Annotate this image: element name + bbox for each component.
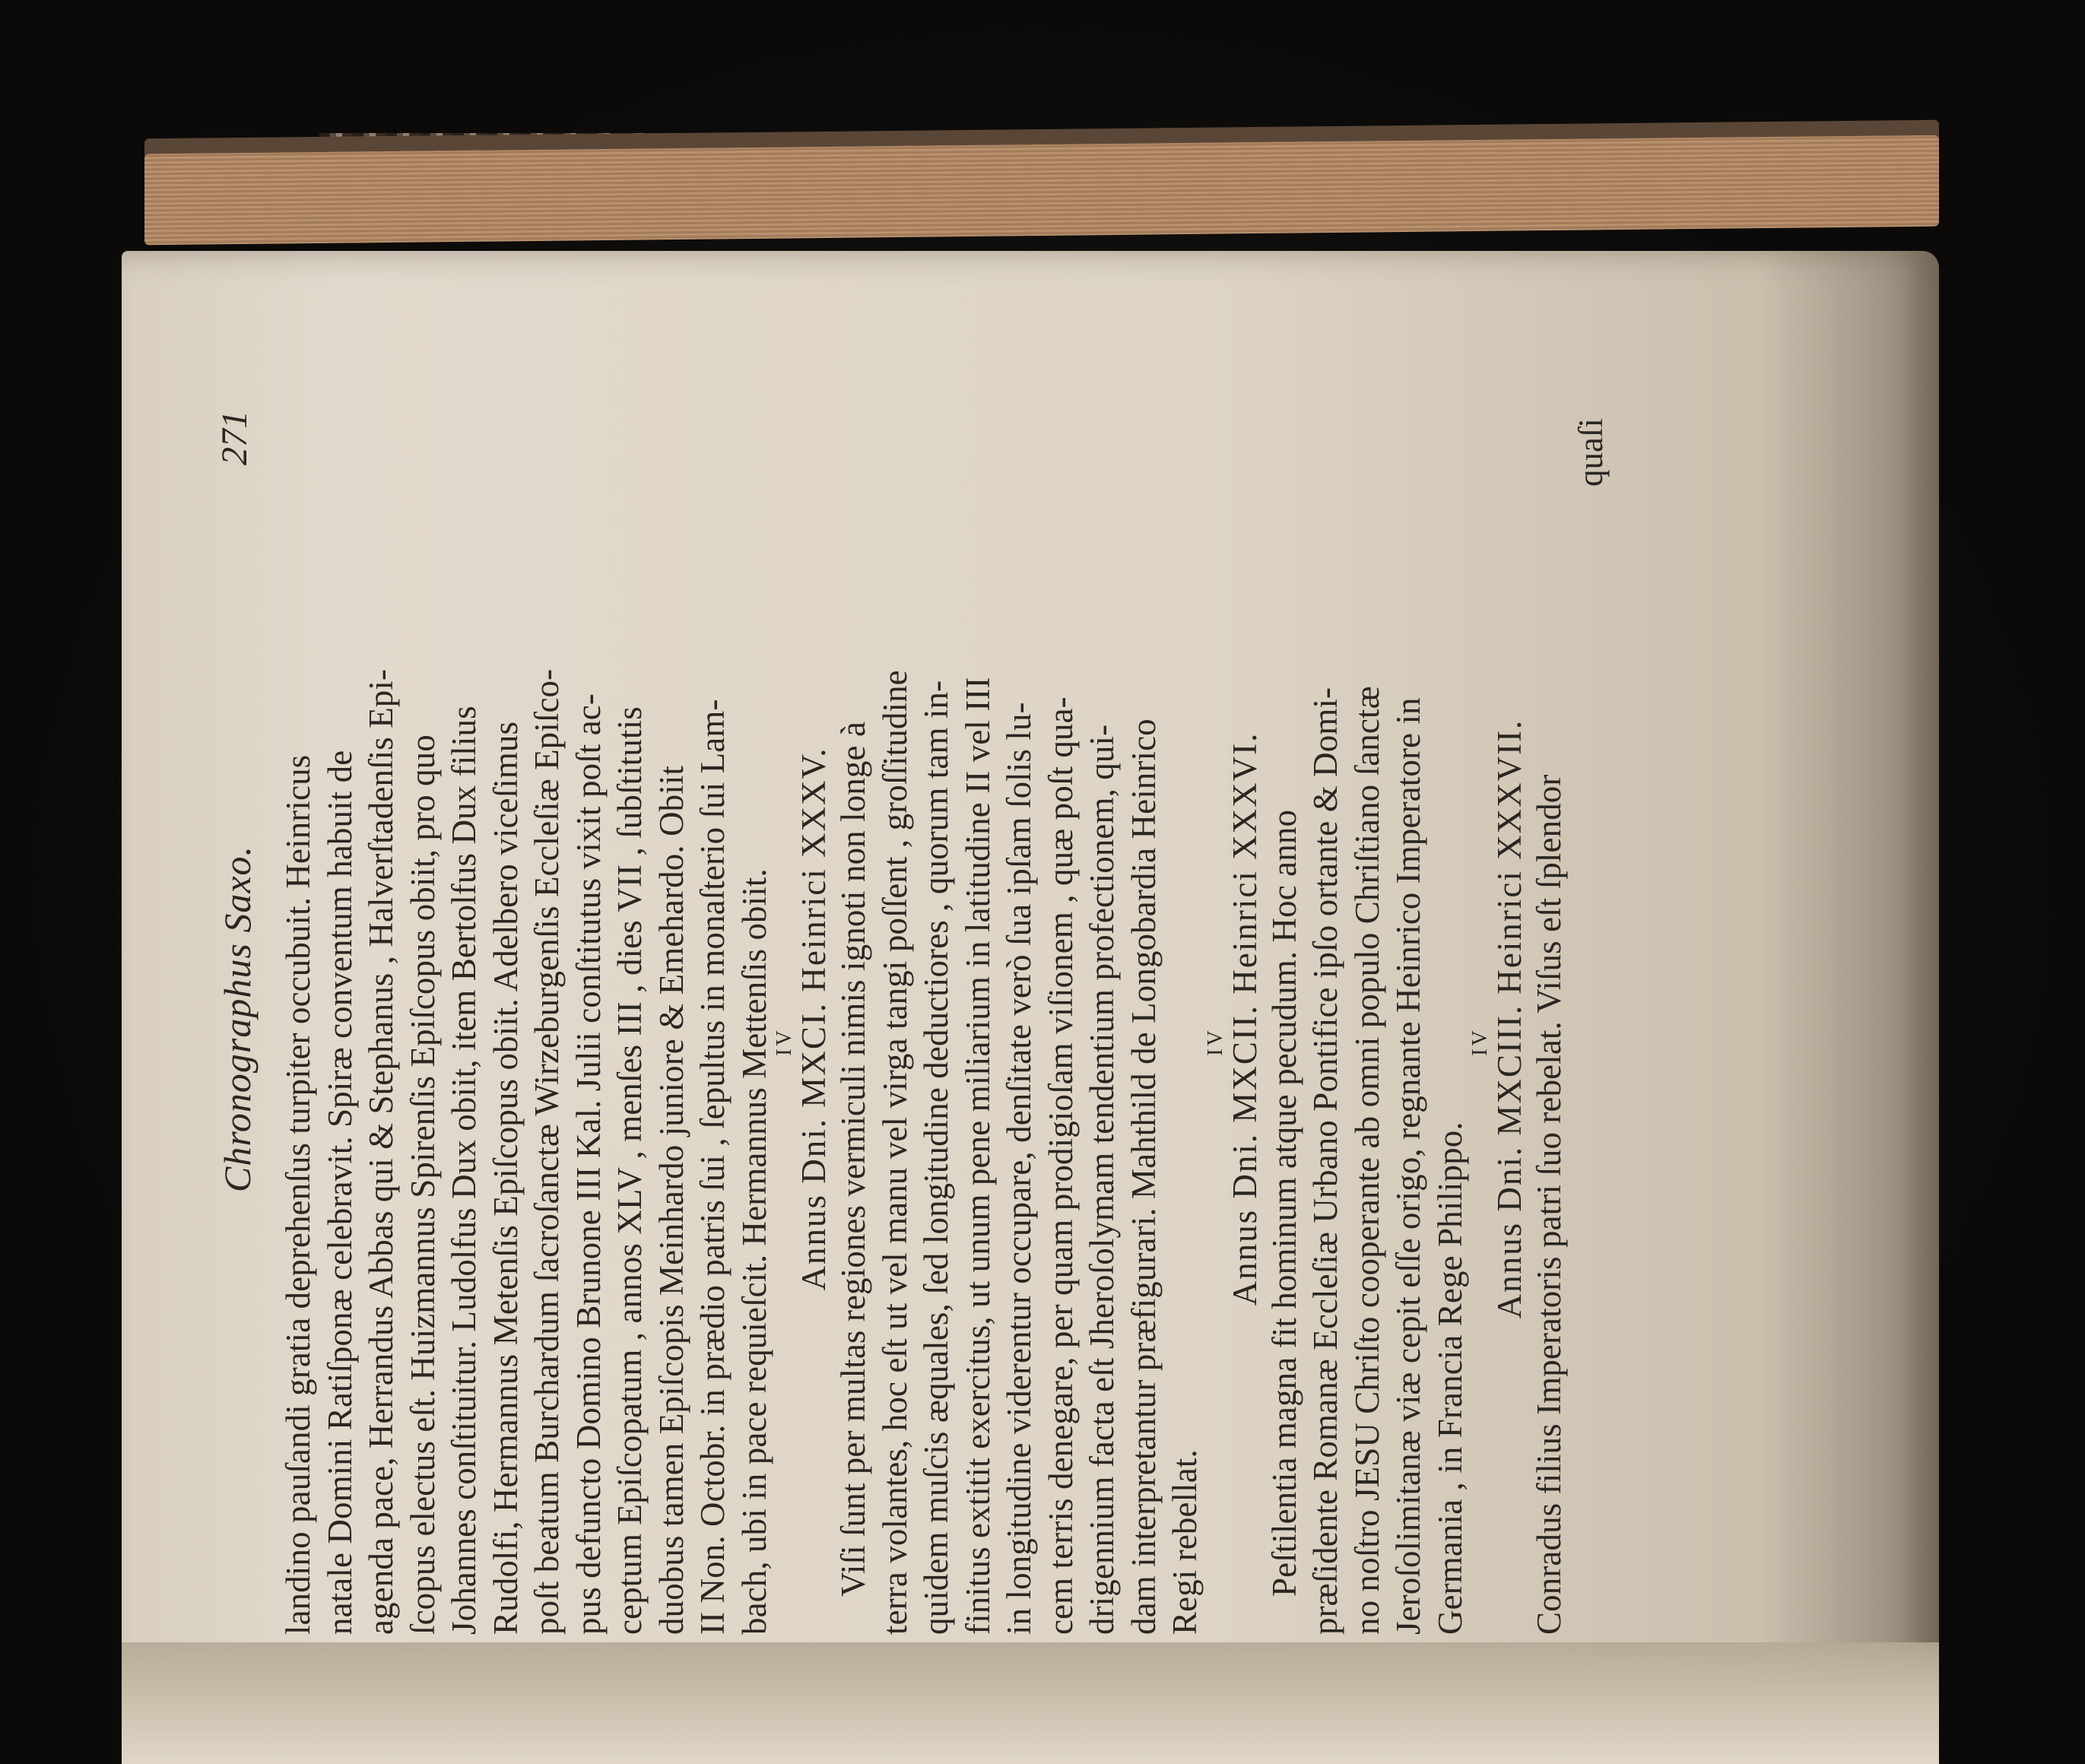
page-body [278,403,1611,1635]
text-line: duobus tamen Epiſcopis Meinhardo juniore & Emehardo. Obiit [652,765,690,1635]
page-header [209,403,278,1635]
text-line: Rudolfi, Hermannus Metenſis Epiſcopus obiit. Adelbero viceſimus [486,721,525,1635]
regnal-numeral: IV [1203,1027,1227,1056]
text-line: ceptum Epiſcopatum , annos XLV , menſes III , dies VII , ſubſtitutis [611,706,649,1635]
text-line: natale Domini Ratiſponæ celebravit. Spiræ conventum habuit de [320,750,359,1635]
text-line: Regi rebellat. [1166,1449,1204,1635]
paragraph-block-2 [833,403,1206,1635]
text-line: Jeroſolimitanæ viæ cepit eſſe origo, regnante Heinrico Imperatore in [1389,697,1427,1635]
page-edges [144,135,1939,246]
text-line: Viſi ſunt per multas regiones vermiculi nimis ignoti non longe à [834,721,872,1597]
text-line: drigennium facta eſt Jheroſolymam tendentium profectionem, qui- [1083,724,1121,1635]
year-heading: Annus Dni. MXCI. Heinrici XXXV. [795,747,833,1291]
running-title: Chronographus Saxo. [216,845,259,1193]
text-line: Conradus filius Imperatoris patri ſuo rebelat. Viſus eſt ſplendor [1530,774,1568,1635]
regnal-numeral: IV [1468,1027,1492,1056]
text-line: Peſtilentia magna fit hominum atque pecudum. Hoc anno [1265,809,1303,1597]
text-line: agenda pace, Herrandus Abbas qui & Stephanus , Halverſtadenſis Epi- [362,668,400,1635]
text-line: bach, ubi in pace requieſcit. Hermannus Mettenſis obiit. [735,868,773,1635]
text-line: in longitudine viderentur occupare, denſitate verò ſua ipſam ſolis lu- [1000,702,1038,1635]
text-line: poſt beatum Burchardum ſacroſanctæ Wirzeburgenſis Eccleſiæ Epiſco- [528,668,566,1635]
text-line: quidem muſcis æquales, ſed longitudine deductiores , quorum tam in- [917,680,955,1635]
book-gutter [122,1642,1939,1764]
text-line: dam interpretantur præfigurari. Mahthild de Longobardia Heinrico [1124,719,1163,1635]
paragraph-block-1 [278,403,775,1635]
paragraph-block-4 [1528,403,1570,1635]
text-line: ſcopus electus eſt. Huizmannus Spirenſis Epiſcopus obiit, pro quo [403,734,442,1635]
year-heading: Annus Dni. MXCII. Heinrici XXXVI. [1225,731,1264,1306]
paragraph-block-3 [1264,403,1471,1635]
text-line: cem terris denegare, per quam prodigioſam viſionem , quæ poſt qua- [1041,696,1080,1635]
page-number: 271 [214,411,255,465]
text-line: præſidente Romanæ Eccleſiæ Urbano Pontifice ipſo ortante & Domi- [1306,687,1344,1635]
text-line: II Non. Octobr. in prædio patris ſui , ſepultus in monaſterio ſui Lam- [693,699,731,1635]
catchword: quaſi [1571,418,1610,487]
year-heading: Annus Dni. MXCIII. Heinrici XXXVII. [1490,719,1528,1319]
text-line: Johannes conſtituitur. Ludolfus Dux obiit, item Bertolfus Dux filius [445,706,483,1635]
text-line: terra volantes, hoc eſt ut vel manu vel virga tangi poſſent , groſſitudine [875,670,914,1635]
regnal-numeral: IV [773,1027,796,1056]
text-line: landino pauſandi gratia deprehenſus turpiter occubuit. Heinricus [279,754,317,1635]
text-line: finitus extitit exercitus, ut unum pene miliarium in latitudine II vel III [958,677,997,1635]
text-line: no noſtro JESU Chriſto cooperante ab omni populo Chriſtiano ſanctæ [1347,686,1386,1635]
text-line: Germania , in Francia Rege Philippo. [1430,1122,1469,1635]
page-text-block [209,403,1760,1635]
text-line: pus defuncto Domino Brunone III Kal. Julii conſtitutus vixit poſt ac- [569,693,608,1635]
